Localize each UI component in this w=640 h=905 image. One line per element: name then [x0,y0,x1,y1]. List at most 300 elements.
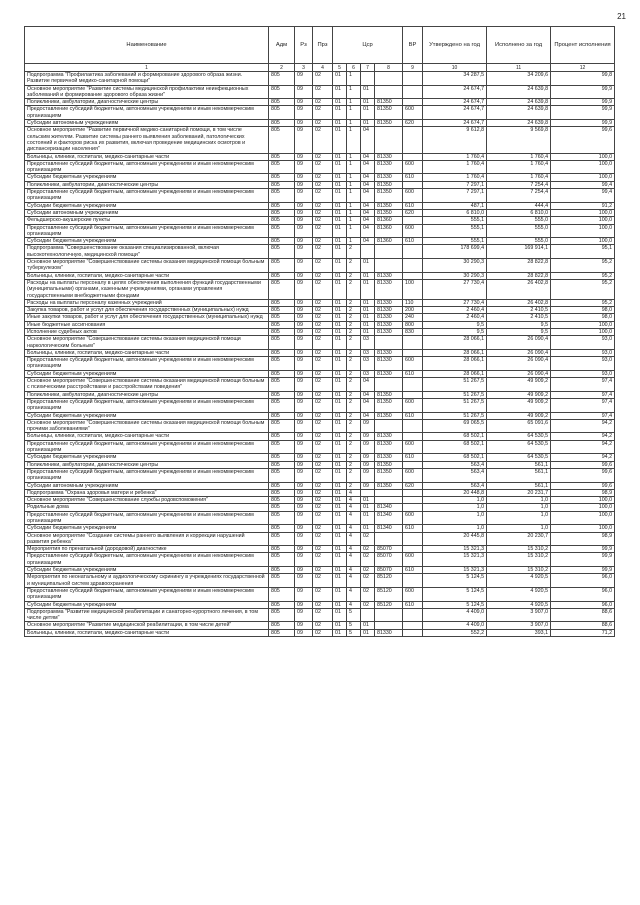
row-vr [403,419,423,433]
table-row [25,489,615,496]
row-vr [403,532,423,546]
row-pr: 02 [313,328,333,335]
row-executed: 24 639,8 [487,99,551,106]
row-csr-2: 2 [347,482,361,489]
row-csr-4 [375,497,403,504]
row-percent: 100,0 [551,497,615,504]
row-csr-3 [361,72,375,86]
row-csr-2: 1 [347,202,361,209]
row-vr [403,259,423,273]
row-percent: 98,9 [551,532,615,546]
row-vr: 620 [403,482,423,489]
row-executed: 7 254,4 [487,189,551,203]
row-csr-1: 01 [333,454,347,461]
row-executed: 26 090,4 [487,349,551,356]
row-executed: 26 402,8 [487,299,551,306]
row-pr: 02 [313,120,333,127]
row-csr-2: 4 [347,525,361,532]
row-rz: 09 [295,272,313,279]
row-percent: 99,9 [551,553,615,567]
row-name: Основное мероприятие "Совершенствование системы оказания медицинской помощи больным прочими заболеваниями" [25,419,269,433]
row-percent: 100,0 [551,153,615,160]
row-csr-3: 04 [361,153,375,160]
row-rz: 09 [295,279,313,299]
row-adm: 805 [269,601,295,608]
row-vr: 600 [403,511,423,525]
row-adm: 805 [269,189,295,203]
row-pr: 02 [313,398,333,412]
header-vr: ВР [403,27,423,64]
row-approved: 2 460,4 [423,314,487,321]
table-row [25,587,615,601]
row-csr-2: 1 [347,217,361,224]
row-csr-2: 2 [347,419,361,433]
row-pr: 02 [313,217,333,224]
table-row [25,99,615,106]
row-executed: 49 909,2 [487,391,551,398]
row-csr-2: 2 [347,412,361,419]
row-name: Субсидии бюджетным учреждениям [25,412,269,419]
row-adm: 805 [269,224,295,238]
row-name: Субсидии бюджетным учреждениям [25,174,269,181]
row-csr-1: 01 [333,153,347,160]
row-pr: 02 [313,272,333,279]
row-vr [403,622,423,629]
row-adm: 805 [269,336,295,350]
row-adm: 805 [269,160,295,174]
row-approved: 30 290,3 [423,272,487,279]
table-row [25,106,615,120]
row-approved: 68 502,1 [423,440,487,454]
row-pr: 02 [313,553,333,567]
row-csr-1: 01 [333,279,347,299]
row-adm: 805 [269,574,295,588]
table-row [25,504,615,511]
row-csr-3: 03 [361,336,375,350]
row-name: Мероприятия по пренатальной (дородовой) диагностике [25,546,269,553]
row-csr-1: 01 [333,468,347,482]
row-csr-1: 01 [333,525,347,532]
table-row [25,378,615,392]
table-row [25,525,615,532]
table-row [25,419,615,433]
table-row [25,574,615,588]
row-csr-4: 81330 [375,272,403,279]
row-percent: 94,2 [551,419,615,433]
row-csr-3: 09 [361,468,375,482]
row-rz: 09 [295,209,313,216]
row-percent: 99,6 [551,461,615,468]
row-percent: 97,4 [551,391,615,398]
row-approved: 7 297,1 [423,189,487,203]
row-pr: 02 [313,497,333,504]
row-csr-2: 4 [347,567,361,574]
row-csr-1: 01 [333,440,347,454]
row-csr-3: 02 [361,574,375,588]
row-adm: 805 [269,85,295,99]
table-row [25,328,615,335]
row-percent: 93,0 [551,370,615,377]
row-rz: 09 [295,370,313,377]
row-csr-1: 01 [333,99,347,106]
row-percent: 99,9 [551,120,615,127]
row-approved: 5 124,5 [423,574,487,588]
row-name: Предоставление субсидий бюджетным, автономным учреждениям и иным некоммерческим организациям [25,398,269,412]
row-pr: 02 [313,209,333,216]
row-csr-3: 04 [361,174,375,181]
row-csr-4: 81330 [375,307,403,314]
row-pr: 02 [313,238,333,245]
row-csr-1: 01 [333,209,347,216]
row-approved: 30 290,3 [423,259,487,273]
row-csr-1: 01 [333,202,347,209]
column-number: 6 [347,64,361,72]
row-executed: 64 530,5 [487,433,551,440]
row-name: Предоставление субсидий бюджетным, автономным учреждениям и иным некоммерческим организациям [25,587,269,601]
row-csr-3: 04 [361,160,375,174]
row-adm: 805 [269,99,295,106]
row-csr-2: 4 [347,587,361,601]
header-approved: Утверждено на год [423,27,487,64]
row-pr: 02 [313,160,333,174]
table-row [25,349,615,356]
row-approved: 69 065,5 [423,419,487,433]
row-csr-2: 2 [347,378,361,392]
row-name: Закупка товаров, работ и услуг для обеспечения государственных (муниципальных) нужд [25,307,269,314]
row-pr: 02 [313,336,333,350]
row-vr: 600 [403,468,423,482]
row-name: Основное мероприятие "Совершенствование системы оказания медицинской помощи наркологическим больным" [25,336,269,350]
row-vr [403,181,423,188]
row-name: Предоставление субсидий бюджетным, автономным учреждениям и иным некоммерческим организациям [25,553,269,567]
row-csr-2: 2 [347,307,361,314]
row-csr-4: 85070 [375,567,403,574]
row-rz: 09 [295,454,313,461]
row-csr-2: 2 [347,391,361,398]
table-row [25,546,615,553]
row-approved: 15 321,3 [423,567,487,574]
row-csr-1: 01 [333,174,347,181]
row-rz: 09 [295,504,313,511]
row-csr-3: 01 [361,299,375,306]
row-csr-4 [375,127,403,153]
row-csr-4 [375,72,403,86]
row-percent: 93,0 [551,357,615,371]
row-approved: 555,1 [423,238,487,245]
row-rz: 09 [295,574,313,588]
row-adm: 805 [269,259,295,273]
row-rz: 09 [295,489,313,496]
row-csr-1: 01 [333,181,347,188]
row-vr [403,153,423,160]
row-csr-4 [375,622,403,629]
column-number: 4 [313,64,333,72]
row-csr-2: 2 [347,279,361,299]
row-name: Основное мероприятие "Совершенствование службы родовспоможения" [25,497,269,504]
table-row [25,127,615,153]
row-executed: 24 639,8 [487,120,551,127]
row-csr-4: 81330 [375,349,403,356]
row-adm: 805 [269,553,295,567]
row-percent: 96,0 [551,574,615,588]
row-approved: 9,5 [423,321,487,328]
table-row [25,370,615,377]
header-executed: Исполнено за год [487,27,551,64]
row-csr-1: 01 [333,398,347,412]
row-csr-3: 04 [361,398,375,412]
row-executed: 3 907,0 [487,608,551,622]
row-vr: 610 [403,525,423,532]
row-percent: 97,4 [551,412,615,419]
row-pr: 02 [313,279,333,299]
row-approved: 1,0 [423,497,487,504]
row-name: Больницы, клиники, госпитали, медико-санитарные части [25,272,269,279]
row-csr-2: 5 [347,622,361,629]
row-csr-3: 02 [361,601,375,608]
row-csr-2: 2 [347,468,361,482]
table-row [25,72,615,86]
row-csr-1: 01 [333,189,347,203]
table-row [25,440,615,454]
row-percent: 88,6 [551,608,615,622]
row-csr-1: 01 [333,120,347,127]
row-executed: 555,0 [487,217,551,224]
row-rz: 09 [295,189,313,203]
column-number: 8 [375,64,403,72]
row-csr-1: 01 [333,574,347,588]
row-csr-4: 81350 [375,209,403,216]
row-executed: 9,5 [487,321,551,328]
row-vr: 610 [403,601,423,608]
row-approved: 563,4 [423,461,487,468]
row-csr-4: 81330 [375,321,403,328]
row-csr-2: 1 [347,181,361,188]
row-percent: 96,0 [551,601,615,608]
row-csr-3: 01 [361,504,375,511]
row-pr: 02 [313,504,333,511]
row-csr-3: 01 [361,99,375,106]
row-csr-3: 04 [361,224,375,238]
row-approved: 555,1 [423,217,487,224]
row-approved: 51 267,5 [423,398,487,412]
row-csr-1: 01 [333,217,347,224]
row-vr: 600 [403,224,423,238]
row-vr: 600 [403,189,423,203]
row-approved: 5 124,5 [423,587,487,601]
row-adm: 805 [269,629,295,636]
row-vr [403,378,423,392]
row-pr: 02 [313,174,333,181]
row-adm: 805 [269,468,295,482]
row-csr-2: 4 [347,546,361,553]
row-csr-3: 04 [361,391,375,398]
row-csr-3: 01 [361,497,375,504]
row-pr: 02 [313,587,333,601]
row-rz: 09 [295,106,313,120]
row-csr-4: 81360 [375,224,403,238]
row-approved: 178 699,4 [423,245,487,259]
row-name: Расходы на выплаты персоналу казенных учреждений [25,299,269,306]
row-csr-2: 2 [347,321,361,328]
row-pr: 02 [313,419,333,433]
row-csr-3: 02 [361,567,375,574]
row-adm: 805 [269,307,295,314]
row-executed: 49 909,2 [487,412,551,419]
row-csr-4: 81340 [375,525,403,532]
row-csr-3: 09 [361,461,375,468]
row-pr: 02 [313,482,333,489]
row-approved: 15 321,3 [423,553,487,567]
row-adm: 805 [269,217,295,224]
row-executed: 20 230,7 [487,532,551,546]
row-executed: 64 530,5 [487,454,551,461]
row-csr-2: 5 [347,608,361,622]
table-row [25,622,615,629]
column-number: 11 [487,64,551,72]
row-executed: 2 410,5 [487,314,551,321]
row-rz: 09 [295,174,313,181]
row-approved: 51 267,5 [423,378,487,392]
column-number: 7 [361,64,375,72]
row-vr: 240 [403,314,423,321]
table-row [25,279,615,299]
row-csr-3: 04 [361,238,375,245]
row-name: Предоставление субсидий бюджетным, автономным учреждениям и иным некоммерческим организациям [25,440,269,454]
row-csr-3: 01 [361,259,375,273]
row-csr-1: 01 [333,106,347,120]
row-rz: 09 [295,587,313,601]
table-row [25,160,615,174]
row-csr-3: 01 [361,307,375,314]
row-executed: 15 310,2 [487,553,551,567]
row-approved: 1,0 [423,511,487,525]
row-executed: 26 402,8 [487,279,551,299]
row-approved: 20 448,8 [423,489,487,496]
row-csr-3: 01 [361,120,375,127]
row-vr: 600 [403,398,423,412]
row-vr: 620 [403,209,423,216]
row-approved: 28 066,1 [423,357,487,371]
row-csr-3: 01 [361,272,375,279]
row-csr-4: 81350 [375,468,403,482]
row-executed: 49 909,2 [487,378,551,392]
row-vr [403,433,423,440]
row-name: Поликлиники, амбулатории, диагностические центры [25,99,269,106]
row-csr-3: 01 [361,511,375,525]
row-percent: 100,0 [551,160,615,174]
row-csr-1: 01 [333,601,347,608]
row-rz: 09 [295,553,313,567]
row-executed: 1 760,4 [487,174,551,181]
row-percent: 96,0 [551,587,615,601]
row-adm: 805 [269,497,295,504]
row-adm: 805 [269,314,295,321]
page-number: 21 [617,12,626,21]
row-csr-2: 2 [347,272,361,279]
row-adm: 805 [269,489,295,496]
row-name: Субсидии бюджетным учреждениям [25,567,269,574]
row-vr [403,574,423,588]
row-approved: 4 409,0 [423,608,487,622]
row-adm: 805 [269,378,295,392]
row-approved: 6 810,0 [423,209,487,216]
row-adm: 805 [269,504,295,511]
row-csr-3: 04 [361,209,375,216]
table-row [25,532,615,546]
row-adm: 805 [269,153,295,160]
row-approved: 15 321,3 [423,546,487,553]
row-csr-3: 03 [361,349,375,356]
row-csr-1: 01 [333,553,347,567]
row-csr-1: 01 [333,370,347,377]
row-adm: 805 [269,398,295,412]
row-name: Субсидии автономным учреждениям [25,120,269,127]
row-approved: 1,0 [423,525,487,532]
row-pr: 02 [313,525,333,532]
table-row [25,174,615,181]
table-row [25,357,615,371]
row-percent: 94,2 [551,440,615,454]
row-vr: 600 [403,587,423,601]
row-csr-2: 1 [347,153,361,160]
row-approved: 27 730,4 [423,299,487,306]
row-pr: 02 [313,511,333,525]
row-csr-2: 4 [347,532,361,546]
table-row [25,468,615,482]
row-percent: 99,8 [551,72,615,86]
row-vr [403,217,423,224]
row-adm: 805 [269,120,295,127]
table-row [25,85,615,99]
row-csr-4: 81340 [375,504,403,511]
row-approved: 1 760,4 [423,174,487,181]
row-name: Предоставление субсидий бюджетным, автономным учреждениям и иным некоммерческим организациям [25,224,269,238]
row-csr-4: 85120 [375,587,403,601]
header-pr: Прз [313,27,333,64]
row-csr-1: 01 [333,419,347,433]
row-csr-1: 01 [333,328,347,335]
row-csr-4: 81350 [375,412,403,419]
row-percent: 95,2 [551,272,615,279]
row-vr: 610 [403,174,423,181]
row-rz: 09 [295,567,313,574]
row-csr-1: 01 [333,160,347,174]
row-rz: 09 [295,153,313,160]
row-adm: 805 [269,482,295,489]
row-vr [403,461,423,468]
row-adm: 805 [269,202,295,209]
column-number: 5 [333,64,347,72]
row-csr-3: 01 [361,525,375,532]
row-name: Поликлиники, амбулатории, диагностические центры [25,391,269,398]
row-csr-2: 2 [347,245,361,259]
row-pr: 02 [313,153,333,160]
row-vr: 800 [403,321,423,328]
row-vr [403,72,423,86]
row-name: Родильные дома [25,504,269,511]
row-executed: 444,4 [487,202,551,209]
row-csr-4: 81330 [375,328,403,335]
row-percent: 100,0 [551,217,615,224]
row-executed: 561,1 [487,482,551,489]
row-name: Предоставление субсидий бюджетным, автономным учреждениям и иным некоммерческим организациям [25,511,269,525]
row-executed: 4 920,5 [487,587,551,601]
row-percent: 94,2 [551,433,615,440]
row-approved: 24 674,7 [423,120,487,127]
row-rz: 09 [295,511,313,525]
row-name: Предоставление субсидий бюджетным, автономным учреждениям и иным некоммерческим организациям [25,357,269,371]
row-csr-4: 81330 [375,160,403,174]
